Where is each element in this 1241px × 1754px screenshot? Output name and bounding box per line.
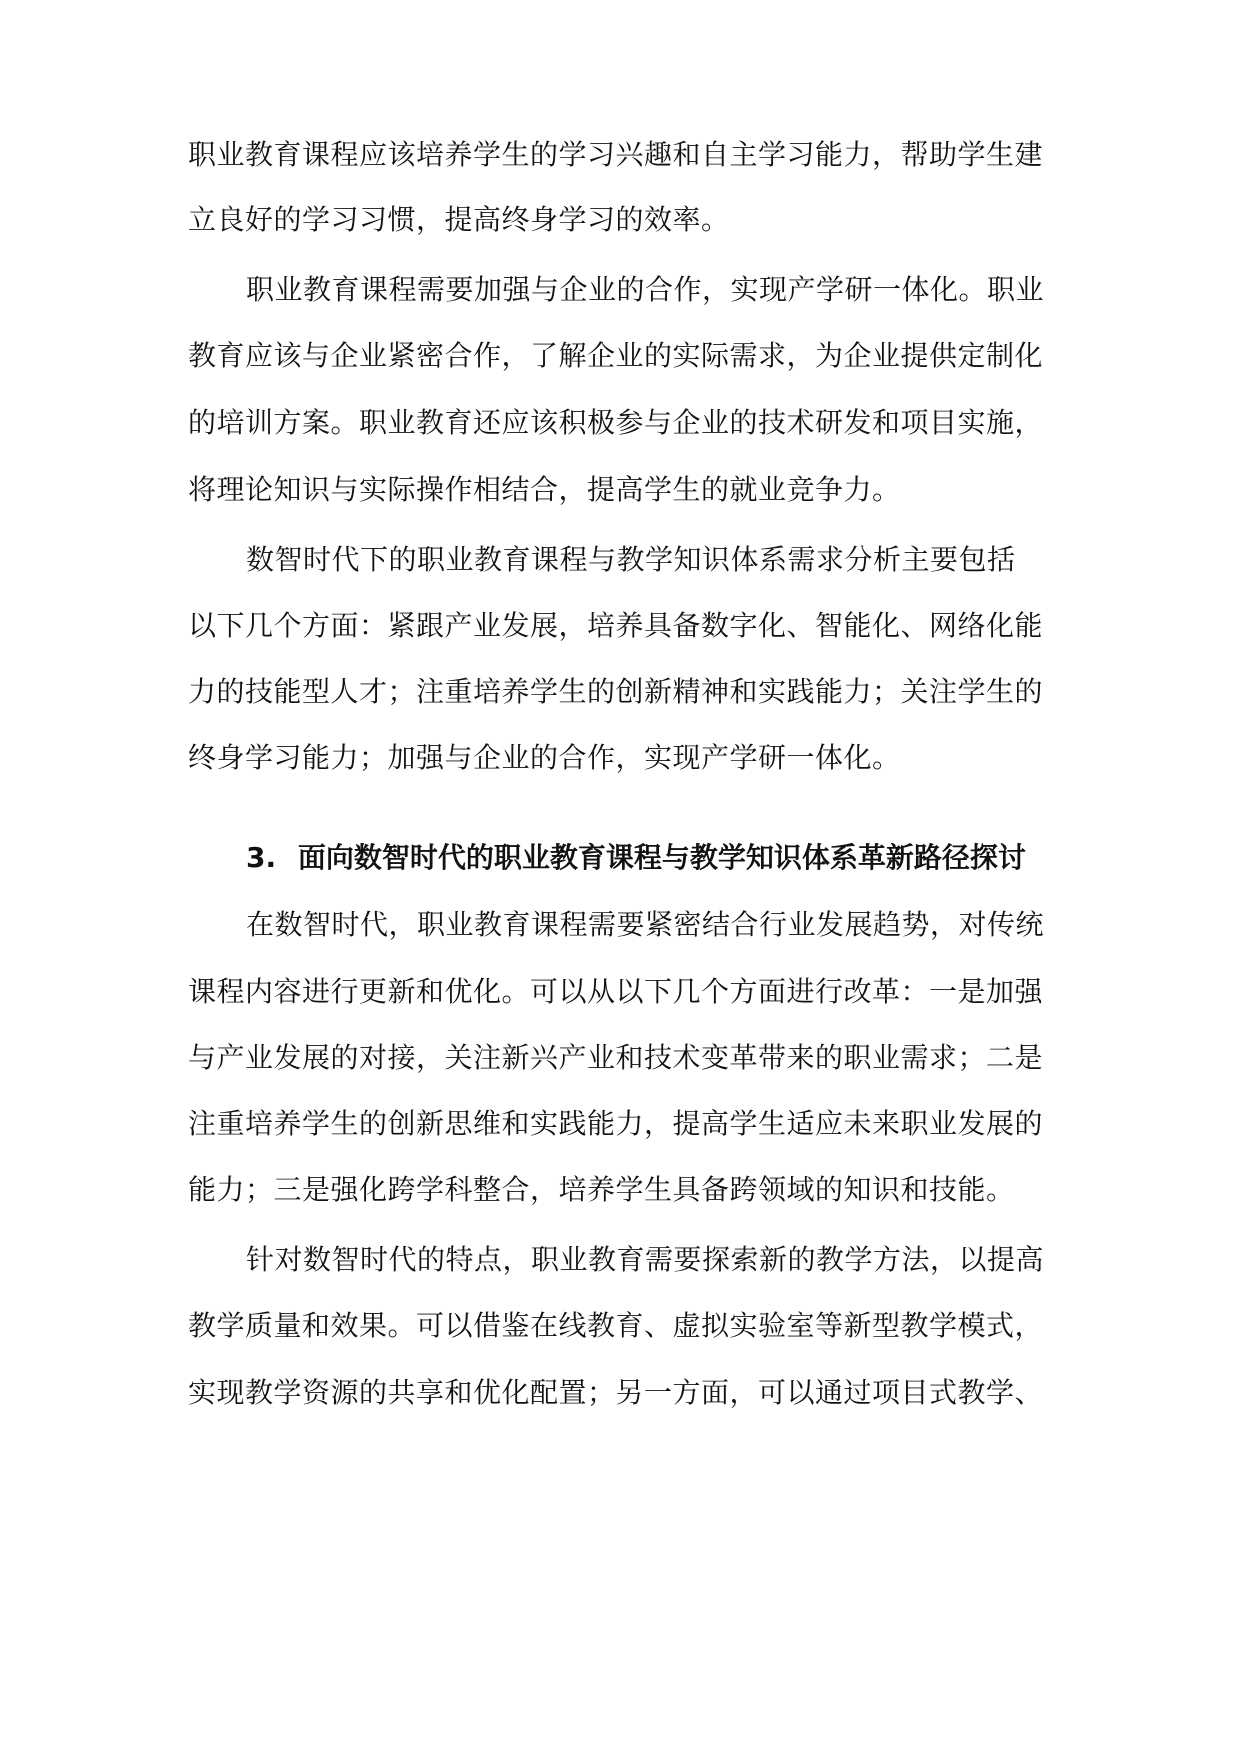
section-paragraph-1-line-4: 注重培养学生的创新思维和实践能力，提高学生适应未来职业发展的 xyxy=(188,1107,1044,1140)
paragraph-2-line-2: 教育应该与企业紧密合作，了解企业的实际需求，为企业提供定制化 xyxy=(188,339,1044,372)
section-paragraph-1-line-2: 课程内容进行更新和优化。可以从以下几个方面进行改革：一是加强 xyxy=(188,975,1044,1008)
paragraph-3-line-2: 以下几个方面：紧跟产业发展，培养具备数字化、智能化、网络化能 xyxy=(188,609,1044,642)
paragraph-1-line-1: 职业教育课程应该培养学生的学习兴趣和自主学习能力，帮助学生建 xyxy=(188,138,1044,171)
section-paragraph-1-line-1: 在数智时代，职业教育课程需要紧密结合行业发展趋势，对传统 xyxy=(246,908,1045,941)
paragraph-1-line-2: 立良好的学习习惯，提高终身学习的效率。 xyxy=(188,203,730,236)
section-paragraph-2-line-1: 针对数智时代的特点，职业教育需要探索新的教学方法，以提高 xyxy=(246,1243,1045,1276)
paragraph-2-line-4: 将理论知识与实际操作相结合，提高学生的就业竞争力。 xyxy=(188,473,901,506)
section-heading xyxy=(246,838,1026,878)
section-paragraph-1-line-3: 与产业发展的对接，关注新兴产业和技术变革带来的职业需求；二是 xyxy=(188,1041,1044,1074)
section-paragraph-2-line-3: 实现教学资源的共享和优化配置；另一方面，可以通过项目式教学、 xyxy=(188,1376,1044,1409)
section-paragraph-1-line-5: 能力；三是强化跨学科整合，培养学生具备跨领域的知识和技能。 xyxy=(188,1173,1015,1206)
paragraph-2-line-3: 的培训方案。职业教育还应该积极参与企业的技术研发和项目实施， xyxy=(188,406,1044,439)
paragraph-3-line-3: 力的技能型人才；注重培养学生的创新精神和实践能力；关注学生的 xyxy=(188,675,1044,708)
section-number: 3. xyxy=(246,841,277,874)
section-title: 面向数智时代的职业教育课程与教学知识体系革新路径探讨 xyxy=(297,841,1026,874)
paragraph-2-line-1: 职业教育课程需要加强与企业的合作，实现产学研一体化。职业 xyxy=(246,273,1045,306)
paragraph-3-line-4: 终身学习能力；加强与企业的合作，实现产学研一体化。 xyxy=(188,741,901,774)
section-paragraph-2-line-2: 教学质量和效果。可以借鉴在线教育、虚拟实验室等新型教学模式， xyxy=(188,1309,1044,1342)
paragraph-3-line-1: 数智时代下的职业教育课程与教学知识体系需求分析主要包括 xyxy=(246,543,1016,576)
